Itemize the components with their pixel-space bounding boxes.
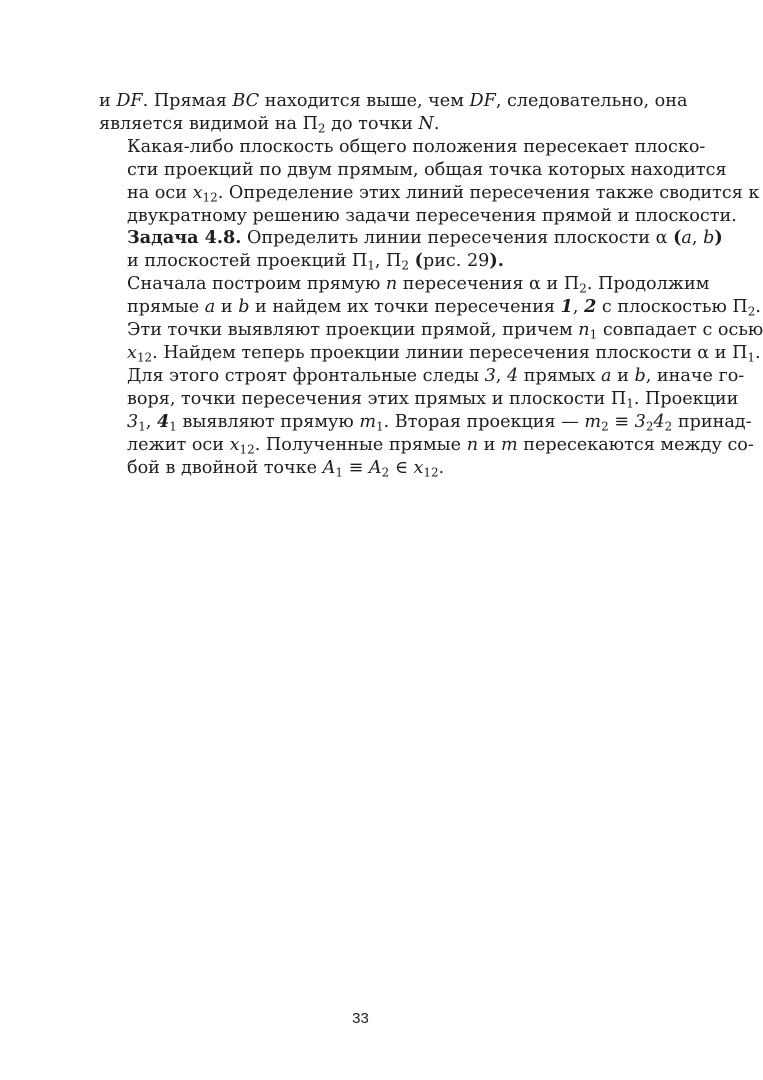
text-line: и DF. Прямая BC находится выше, чем DF, следовательно, она <box>99 91 688 111</box>
task-4-8-paragraph <box>99 227 723 273</box>
text-line: сти проекций по двум прямым, общая точка которых находится <box>127 159 727 180</box>
text-line: бой в двойной точке $A_1 \equiv A_2$ ∈ $x_{12}$. <box>127 457 445 479</box>
task-label: Задача 4.8. <box>127 227 242 249</box>
text-line: двукратному решению задачи пересечения прямой и плоскости. <box>127 205 737 226</box>
text-line: Сначала построим прямую n пересечения α и $П_2$. Продолжим <box>127 274 710 296</box>
text-line: $3_1$, $4_1$ выявляют прямую $m_1$. Вторая проекция — $m_2 \equiv 3_24_2$ принад- <box>127 410 752 434</box>
text-line: Эти точки выявляют проекции прямой, причем $n_1$ совпадает с осью <box>127 320 763 342</box>
page-body <box>99 90 763 479</box>
text-line: лежит оси $x_{12}$. Полученные прямые n и m пересекаются между со- <box>127 434 754 456</box>
text-line: Для этого строят фронтальные следы 3, 4 прямых a и b, иначе го- <box>127 365 745 386</box>
paragraph-1 <box>99 90 688 136</box>
text-line: прямые a и b и найдем их точки пересечения 1, 2 с плоскостью $П_2$. <box>127 296 761 319</box>
figure-reference: рис. 29 <box>422 251 490 272</box>
text-line: на оси $x_{12}$. Определение этих линий пересечения также сводится к <box>127 182 760 204</box>
text-line: воря, точки пересечения этих прямых и плоскости $П_1$. Проекции <box>127 388 739 411</box>
text-line: и плоскостей проекций $П_1$, $П_2$ (рис. 29). <box>127 250 504 273</box>
text-line: Задача 4.8. Определить линии пересечения плоскости α (a, b) <box>127 227 723 249</box>
paragraph-4 <box>99 273 763 479</box>
text-line: является видимой на $П_2$ до точки N. <box>99 113 440 136</box>
page-number: 33 <box>352 1010 369 1027</box>
text-line: $x_{12}$. Найдем теперь проекции линии пересечения плоскости α и $П_1$. <box>127 342 761 365</box>
text-line: Какая-либо плоскость общего положения пересекает плоско- <box>127 136 706 157</box>
paragraph-2 <box>99 136 760 228</box>
